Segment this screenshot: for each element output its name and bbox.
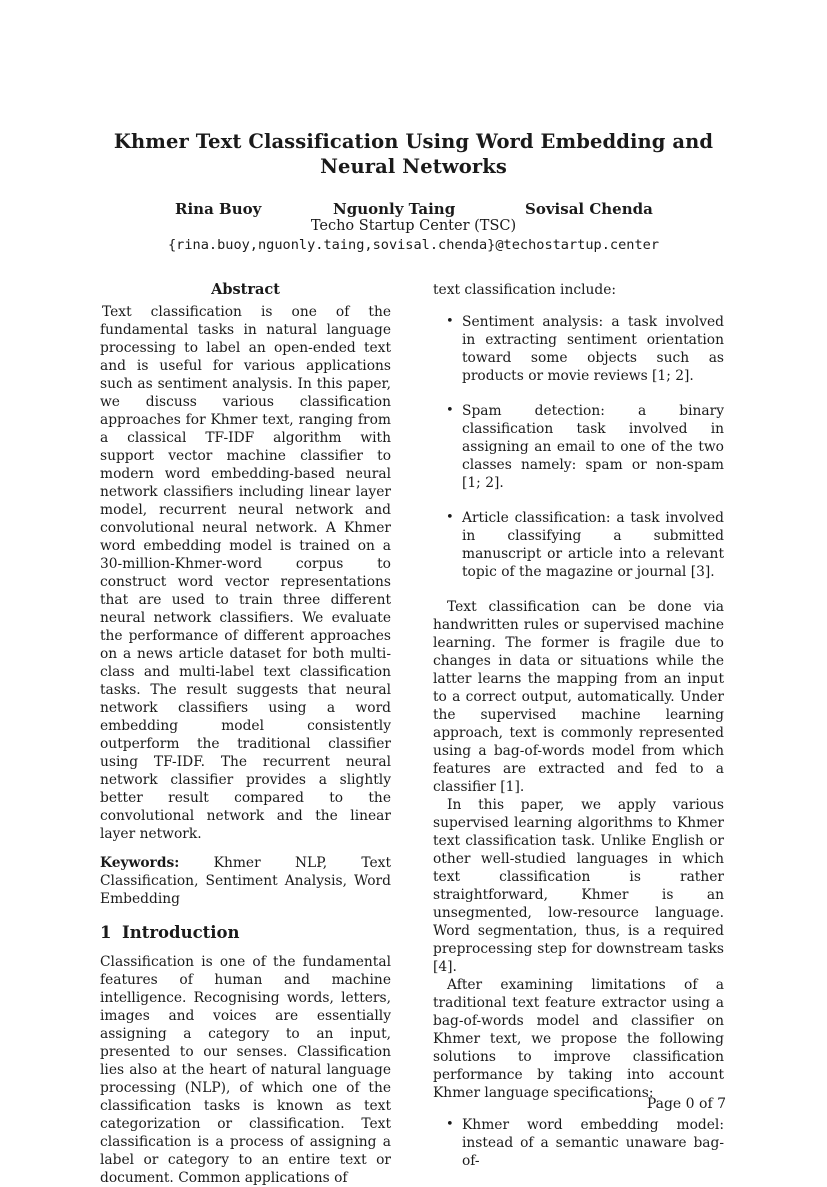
author-name: Rina Buoy <box>175 200 262 218</box>
keywords-label: Keywords: <box>100 855 180 871</box>
bullet-icon: • <box>446 314 454 329</box>
list-item: • Spam detection: a binary classification task involved in assigning an email to one of the two classes namely: spam or non-spam [1; 2]. <box>446 403 724 491</box>
keywords <box>100 854 391 908</box>
left-column <box>100 281 391 1187</box>
keywords-text: Khmer NLP, Text Classification, Sentiment Analysis, Word Embedding <box>100 855 391 907</box>
list-item: • Khmer word embedding model: instead of a semantic unaware bag-of- <box>446 1117 724 1169</box>
page-number: Page 0 of 7 <box>646 1096 726 1112</box>
right-column <box>433 281 724 1187</box>
solutions-list <box>433 1116 724 1170</box>
affiliation: Techo Startup Center (TSC) <box>310 218 517 234</box>
author-name: Sovisal Chenda <box>525 200 653 218</box>
abstract-heading: Abstract <box>211 281 280 298</box>
bullet-icon: • <box>446 403 454 418</box>
intro-paragraph: Classification is one of the fundamental features of human and machine intelligence. Recognising words, letters, images and voices are essentially assigning a category to an input, presented to our senses. Classification lies also at the heart of natural language processing (NLP), of which one of the classification tasks is known as text categorization or classification. Text classification is a process of assigning a label or category to an entire text or document. Common applications of <box>100 954 391 1186</box>
applications-list <box>433 313 724 581</box>
bullet-icon: • <box>446 1117 454 1132</box>
section-heading-introduction <box>100 923 391 943</box>
intro-paragraph-continuation: text classification include: <box>433 282 617 298</box>
bullet-icon: • <box>446 510 454 525</box>
list-item: • Article classification: a task involved in classifying a submitted manuscript or article into a relevant topic of the magazine or journal [3]. <box>446 510 724 580</box>
author-name: Nguonly Taing <box>333 200 456 218</box>
list-item: • Sentiment analysis: a task involved in extracting sentiment orientation toward some objects such as products or movie reviews [1; 2]. <box>446 314 724 384</box>
intro-paragraph: After examining limitations of a traditional text feature extractor using a bag-of-words model and classifier on Khmer text, we propose the following solutions to improve classification performance by taking into account Khmer language specifications: <box>433 977 724 1101</box>
abstract-body: Text classification is one of the fundamental tasks in natural language processing to label an open-ended text and is useful for various applications such as sentiment analysis. In this paper, we discuss various classification approaches for Khmer text, ranging from a classical TF-IDF algorithm with support vector machine classifier to modern word embedding-based neural network classifiers including linear layer model, recurrent neural network and convolutional neural network. A Khmer word embedding model is trained on a 30-million-Khmer-word corpus to construct word vector representations that are used to train three different neural network classifiers. We evaluate the performance of different approaches on a news article dataset for both multi-class and multi-label text classification tasks. The result suggests that neural network classifiers using a word embedding model consistently outperform the traditional classifier using TF-IDF. The recurrent neural network classifier provides a slightly better result compared to the convolutional network and the linear layer network. <box>100 304 391 842</box>
intro-paragraph: Text classification can be done via handwritten rules or supervised machine learning. The former is fragile due to changes in data or situations while the latter learns the mapping from an input to a correct output, automatically. Under the supervised machine learning approach, text is commonly represented using a bag-of-words model from which features are extracted and fed to a classifier [1]. <box>433 599 724 795</box>
section-number: 1 <box>100 923 112 942</box>
section-title: Introduction <box>122 923 240 942</box>
paper-title: Khmer Text Classification Using Word Embedding and Neural Networks <box>113 130 714 178</box>
author-emails: {rina.buoy,nguonly.taing,sovisal.chenda}@techostartup.center <box>167 237 660 253</box>
intro-paragraph: In this paper, we apply various supervised learning algorithms to Khmer text classification task. Unlike English or other well-studied languages in which text classification is rather straightforward, Khmer is an unsegmented, low-resource language. Word segmentation, thus, is a required preprocessing step for downstream tasks [4]. <box>433 797 724 975</box>
